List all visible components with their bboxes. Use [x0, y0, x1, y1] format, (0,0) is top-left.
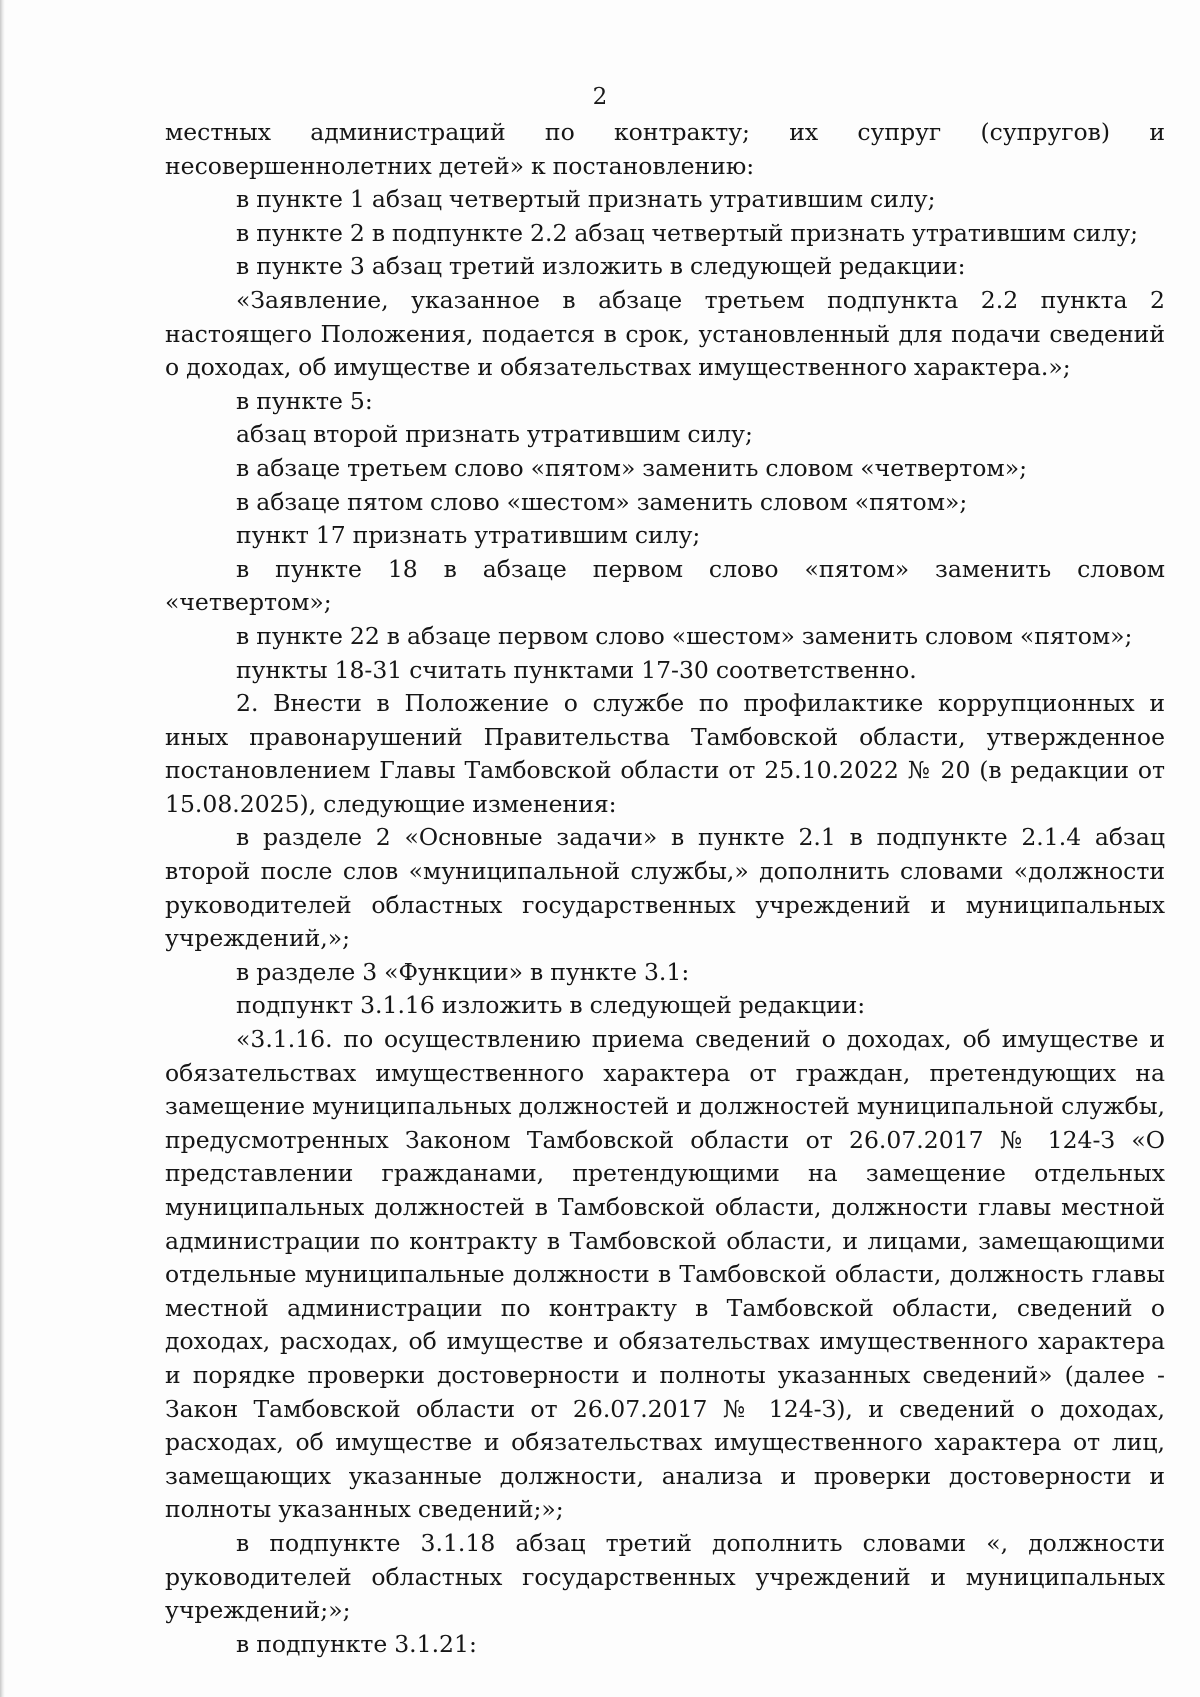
- paragraph: в пункте 5:: [236, 386, 373, 415]
- paragraph: «3.1.16. по осуществлению приема сведений о доходах, об имуществе и обязательствах имущественного характера от граждан, претендующих на замещение муниципальных должностей и должностей муниципальной службы, предусмотренных Законом Тамбовской области от 26.07.2017 № 124-З «О представлении гражданами, претендующими на замещение отдельных муниципальных должностей в Тамбовской области, должности главы местной администрации по контракту в Тамбовской области, и лицами, замещающими отдельные муниципальные должности в Тамбовской области, должность главы местной администрации по контракту в Тамбовской области, сведений о доходах, расходах, об имуществе и обязательствах имущественного характера и порядке проверки достоверности и полноты указанных сведений» (далее - Закон Тамбовской области от 26.07.2017 № 124-З), и сведений о доходах, расходах, об имуществе и обязательствах имущественного характера от лиц, замещающих указанные должности, анализа и проверки достоверности и полноты указанных сведений;»;: [165, 1025, 1165, 1524]
- paragraph: в пункте 3 абзац третий изложить в следующей редакции:: [236, 252, 966, 281]
- paragraph: в пункте 1 абзац четвертый признать утратившим силу;: [236, 185, 936, 214]
- paragraph: «Заявление, указанное в абзаце третьем подпункта 2.2 пункта 2 настоящего Положения, подается в срок, установленный для подачи сведений о доходах, об имуществе и обязательствах имущественного характера.»;: [165, 285, 1165, 382]
- paragraph: пункт 17 признать утратившим силу;: [236, 521, 701, 550]
- paragraph: пункты 18-31 считать пунктами 17-30 соответственно.: [236, 655, 917, 684]
- document-body: [165, 116, 1165, 1661]
- paragraph: в пункте 22 в абзаце первом слово «шестом» заменить словом «пятом»;: [236, 621, 1133, 650]
- paragraph: в подпункте 3.1.21:: [236, 1629, 477, 1658]
- paragraph: в абзаце пятом слово «шестом» заменить словом «пятом»;: [236, 487, 968, 516]
- paragraph: местных администраций по контракту; их супруг (супругов) и несовершеннолетних детей» к постановлению:: [165, 118, 1165, 180]
- paragraph: в абзаце третьем слово «пятом» заменить словом «четвертом»;: [236, 453, 1028, 482]
- paragraph: в разделе 2 «Основные задачи» в пункте 2.1 в подпункте 2.1.4 абзац второй после слов «муниципальной службы,» дополнить словами «должности руководителей областных государственных учреждений и муниципальных учреждений,»;: [165, 823, 1165, 953]
- paragraph: абзац второй признать утратившим силу;: [236, 420, 753, 449]
- paragraph: 2. Внести в Положение о службе по профилактике коррупционных и иных правонарушений Правительства Тамбовской области, утвержденное постановлением Главы Тамбовской области от 25.10.2022 № 20 (в редакции от 15.08.2025), следующие изменения:: [165, 689, 1165, 818]
- paragraph: подпункт 3.1.16 изложить в следующей редакции:: [236, 991, 866, 1020]
- scan-edge-shadow: [0, 0, 5, 1697]
- paragraph: в пункте 18 в абзаце первом слово «пятом» заменить словом «четвертом»;: [165, 554, 1165, 617]
- paragraph: в пункте 2 в подпункте 2.2 абзац четвертый признать утратившим силу;: [236, 218, 1139, 247]
- paragraph: в подпункте 3.1.18 абзац третий дополнить словами «, должности руководителей областных государственных учреждений и муниципальных учреждений;»;: [165, 1528, 1165, 1625]
- page-number: 2: [592, 84, 608, 110]
- paragraph: в разделе 3 «Функции» в пункте 3.1:: [236, 957, 690, 986]
